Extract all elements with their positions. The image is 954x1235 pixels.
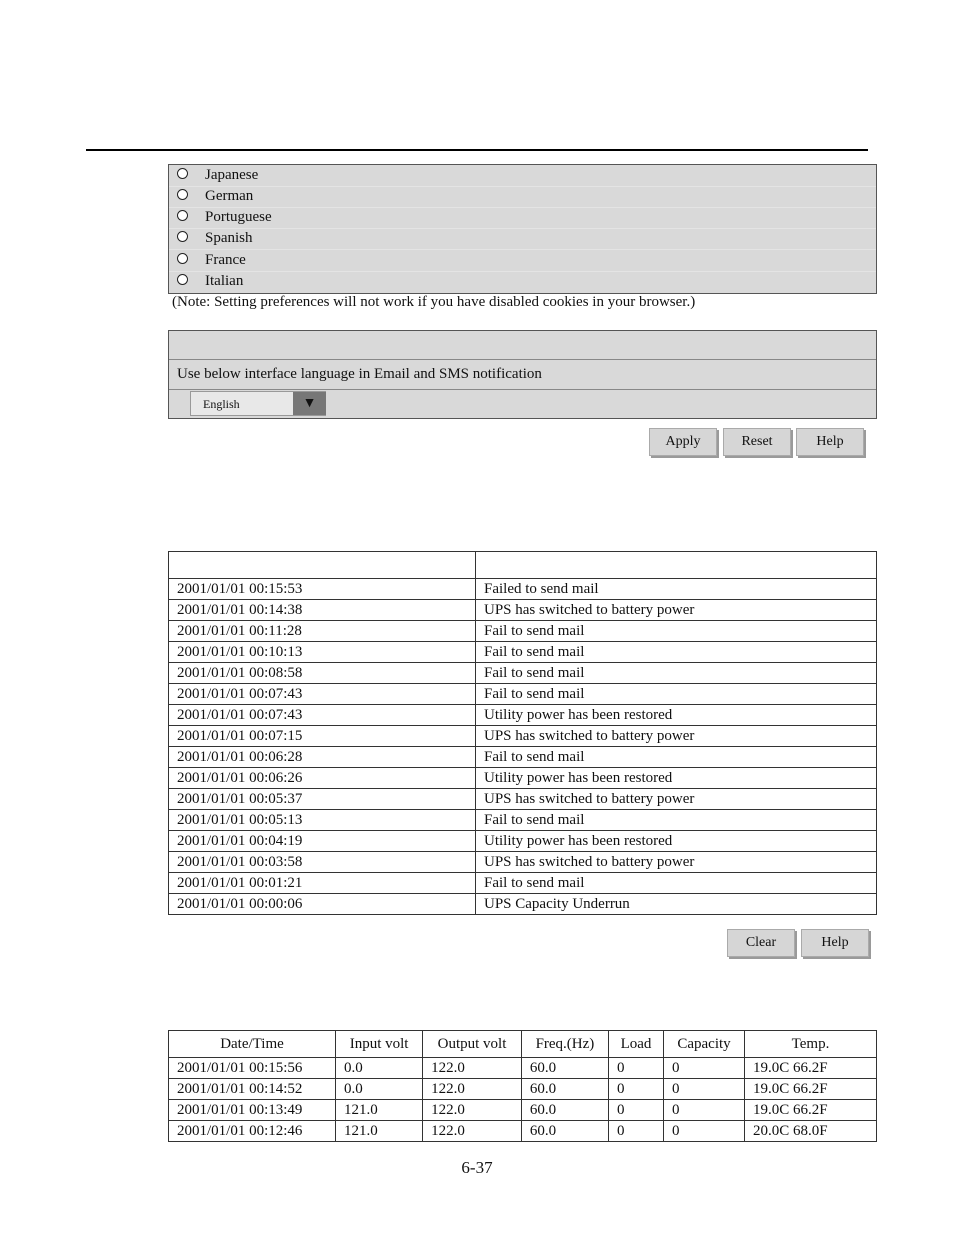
frequency-cell: 60.0 — [521, 1100, 608, 1121]
language-label: Italian — [205, 273, 244, 289]
temperature-cell: 19.0C 66.2F — [745, 1100, 877, 1121]
capacity-cell: 0 — [664, 1058, 745, 1079]
datetime-cell: 2001/01/01 00:12:46 — [169, 1121, 336, 1142]
event-datetime-cell: 2001/01/01 00:05:13 — [169, 810, 476, 831]
event-message-cell: Utility power has been restored — [476, 705, 877, 726]
notification-language-panel — [168, 330, 877, 419]
table-row — [169, 894, 877, 915]
event-message-cell: Fail to send mail — [476, 873, 877, 894]
event-message-cell: Fail to send mail — [476, 810, 877, 831]
input-volt-cell: 0.0 — [336, 1079, 423, 1100]
event-datetime-cell: 2001/01/01 00:00:06 — [169, 894, 476, 915]
event-message-cell: UPS has switched to battery power — [476, 789, 877, 810]
load-cell: 0 — [609, 1121, 664, 1142]
table-header-row — [169, 552, 877, 579]
language-option-german[interactable] — [169, 186, 876, 208]
language-label: German — [205, 188, 254, 204]
table-row — [169, 831, 877, 852]
output-volt-cell: 122.0 — [423, 1100, 522, 1121]
apply-button[interactable]: Apply — [649, 428, 717, 456]
event-message-cell: Utility power has been restored — [476, 768, 877, 789]
load-cell: 0 — [609, 1100, 664, 1121]
table-row — [169, 789, 877, 810]
event-log-table — [168, 551, 877, 915]
table-row — [169, 1079, 877, 1100]
load-cell: 0 — [609, 1058, 664, 1079]
radio-icon[interactable] — [177, 274, 188, 285]
header-datetime: Date/Time — [169, 1031, 336, 1058]
input-volt-cell: 121.0 — [336, 1121, 423, 1142]
table-row — [169, 852, 877, 873]
event-message-cell: UPS has switched to battery power — [476, 852, 877, 873]
capacity-cell: 0 — [664, 1100, 745, 1121]
event-datetime-cell: 2001/01/01 00:04:19 — [169, 831, 476, 852]
datetime-cell: 2001/01/01 00:15:56 — [169, 1058, 336, 1079]
header-temperature: Temp. — [745, 1031, 877, 1058]
table-row — [169, 768, 877, 789]
event-message-cell: UPS has switched to battery power — [476, 726, 877, 747]
header-datetime — [169, 552, 476, 579]
table-row — [169, 663, 877, 684]
event-datetime-cell: 2001/01/01 00:03:58 — [169, 852, 476, 873]
language-option-france[interactable] — [169, 250, 876, 272]
event-datetime-cell: 2001/01/01 00:01:21 — [169, 873, 476, 894]
header-event — [476, 552, 877, 579]
event-datetime-cell: 2001/01/01 00:07:15 — [169, 726, 476, 747]
language-label: Portuguese — [205, 209, 272, 225]
table-row — [169, 600, 877, 621]
header-frequency: Freq.(Hz) — [521, 1031, 608, 1058]
frequency-cell: 60.0 — [521, 1121, 608, 1142]
event-message-cell: Fail to send mail — [476, 621, 877, 642]
language-label: France — [205, 252, 246, 268]
capacity-cell: 0 — [664, 1079, 745, 1100]
cookie-note: (Note: Setting preferences will not work if you have disabled cookies in your browser.) — [172, 294, 696, 310]
table-row — [169, 1100, 877, 1121]
table-row — [169, 642, 877, 663]
divider — [169, 389, 876, 390]
input-volt-cell: 121.0 — [336, 1100, 423, 1121]
language-radio-panel — [168, 164, 877, 294]
table-row — [169, 705, 877, 726]
language-label: Japanese — [205, 167, 259, 183]
frequency-cell: 60.0 — [521, 1079, 608, 1100]
header-load: Load — [609, 1031, 664, 1058]
input-volt-cell: 0.0 — [336, 1058, 423, 1079]
radio-icon[interactable] — [177, 231, 188, 242]
event-datetime-cell: 2001/01/01 00:10:13 — [169, 642, 476, 663]
event-datetime-cell: 2001/01/01 00:05:37 — [169, 789, 476, 810]
table-row — [169, 1058, 877, 1079]
notification-language-text: Use below interface language in Email and SMS notification — [177, 366, 542, 382]
help-button[interactable]: Help — [801, 929, 869, 957]
event-datetime-cell: 2001/01/01 00:14:38 — [169, 600, 476, 621]
language-option-italian[interactable] — [169, 271, 876, 292]
event-datetime-cell: 2001/01/01 00:08:58 — [169, 663, 476, 684]
capacity-cell: 0 — [664, 1121, 745, 1142]
table-row — [169, 873, 877, 894]
language-option-spanish[interactable] — [169, 228, 876, 250]
table-row — [169, 684, 877, 705]
page-number: 6-37 — [461, 1158, 493, 1177]
table-row — [169, 726, 877, 747]
event-datetime-cell: 2001/01/01 00:06:26 — [169, 768, 476, 789]
data-log-table — [168, 1030, 877, 1142]
event-message-cell: Utility power has been restored — [476, 831, 877, 852]
table-row — [169, 747, 877, 768]
table-row — [169, 621, 877, 642]
chevron-down-icon[interactable]: ▼ — [293, 392, 326, 415]
event-message-cell: Fail to send mail — [476, 642, 877, 663]
event-datetime-cell: 2001/01/01 00:15:53 — [169, 579, 476, 600]
radio-icon[interactable] — [177, 168, 188, 179]
table-row — [169, 579, 877, 600]
event-datetime-cell: 2001/01/01 00:06:28 — [169, 747, 476, 768]
table-header-row — [169, 1031, 877, 1058]
notification-language-select[interactable] — [190, 391, 326, 416]
clear-button[interactable]: Clear — [727, 929, 795, 957]
event-message-cell: Fail to send mail — [476, 747, 877, 768]
radio-icon[interactable] — [177, 253, 188, 264]
temperature-cell: 20.0C 68.0F — [745, 1121, 877, 1142]
event-message-cell: Fail to send mail — [476, 684, 877, 705]
temperature-cell: 19.0C 66.2F — [745, 1079, 877, 1100]
table-row — [169, 1121, 877, 1142]
select-value: English — [203, 397, 240, 411]
header-output-volt: Output volt — [423, 1031, 522, 1058]
event-message-cell: Failed to send mail — [476, 579, 877, 600]
language-label: Spanish — [205, 230, 253, 246]
reset-button[interactable]: Reset — [723, 428, 791, 456]
radio-icon[interactable] — [177, 189, 188, 200]
datetime-cell: 2001/01/01 00:14:52 — [169, 1079, 336, 1100]
datetime-cell: 2001/01/01 00:13:49 — [169, 1100, 336, 1121]
top-rule — [86, 149, 868, 151]
event-message-cell: Fail to send mail — [476, 663, 877, 684]
load-cell: 0 — [609, 1079, 664, 1100]
radio-icon[interactable] — [177, 210, 188, 221]
event-datetime-cell: 2001/01/01 00:07:43 — [169, 684, 476, 705]
event-message-cell: UPS Capacity Underrun — [476, 894, 877, 915]
event-datetime-cell: 2001/01/01 00:07:43 — [169, 705, 476, 726]
language-option-portuguese[interactable] — [169, 207, 876, 229]
frequency-cell: 60.0 — [521, 1058, 608, 1079]
help-button[interactable]: Help — [796, 428, 864, 456]
table-row — [169, 810, 877, 831]
event-message-cell: UPS has switched to battery power — [476, 600, 877, 621]
output-volt-cell: 122.0 — [423, 1079, 522, 1100]
header-capacity: Capacity — [664, 1031, 745, 1058]
divider — [169, 359, 876, 360]
header-input-volt: Input volt — [336, 1031, 423, 1058]
output-volt-cell: 122.0 — [423, 1058, 522, 1079]
event-datetime-cell: 2001/01/01 00:11:28 — [169, 621, 476, 642]
temperature-cell: 19.0C 66.2F — [745, 1058, 877, 1079]
language-option-japanese[interactable] — [169, 165, 876, 187]
output-volt-cell: 122.0 — [423, 1121, 522, 1142]
